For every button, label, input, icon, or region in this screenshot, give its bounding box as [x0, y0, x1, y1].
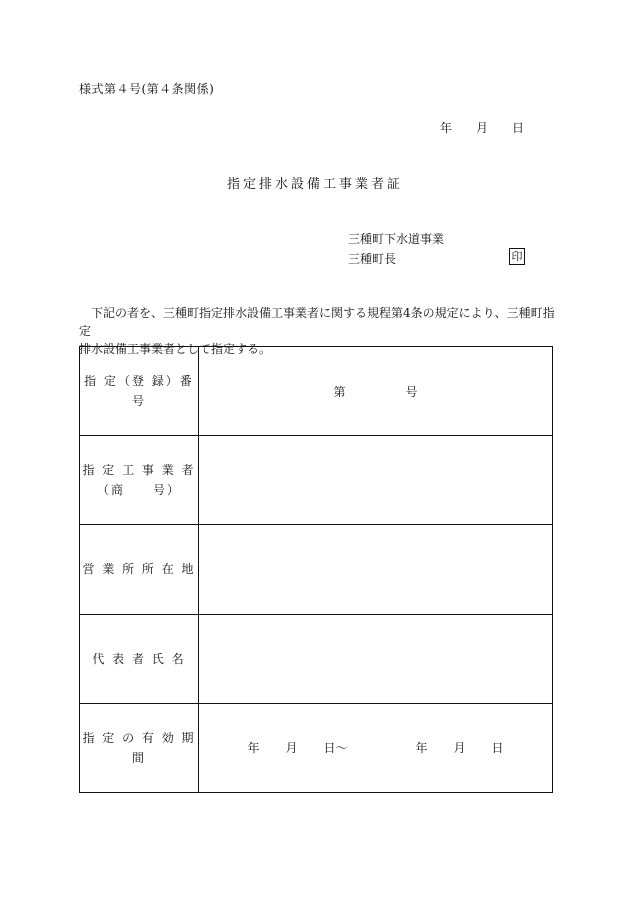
- certificate-table: [79, 346, 553, 793]
- number-prefix: 第: [333, 384, 346, 399]
- row-label-validity-period: 指 定 の 有 効 期 間: [80, 703, 199, 792]
- issuer-name: 三種町長: [348, 252, 397, 266]
- form-number: 様式第４号(第４条関係): [79, 82, 215, 96]
- start-month: 月: [285, 741, 298, 756]
- date-month-label: 月: [476, 121, 489, 135]
- start-day: 日～: [323, 741, 348, 756]
- end-day: 日: [491, 741, 504, 756]
- body-line-1: 下記の者を、三種町指定排水設備工事業者に関する規程第4条の規定により、三種町指定: [79, 306, 555, 338]
- end-year: 年: [415, 741, 428, 756]
- row-label-representative: 代 表 者 氏 名: [80, 614, 199, 703]
- row-label-contractor: [80, 436, 199, 525]
- date-year-label: 年: [440, 121, 453, 135]
- date-day-label: 日: [512, 121, 525, 135]
- start-year: 年: [247, 741, 260, 756]
- table-row: [80, 347, 553, 436]
- validity-period-value: [199, 703, 553, 792]
- row-label-office-address: 営 業 所 所 在 地: [80, 525, 199, 614]
- row-label-registration-number: 指 定（登 録）番 号: [80, 347, 199, 436]
- office-address-value: [199, 525, 553, 614]
- representative-value: [199, 614, 553, 703]
- contractor-label: 指 定 工 事 業 者: [82, 463, 196, 478]
- number-suffix: 号: [405, 384, 418, 399]
- end-month: 月: [453, 741, 466, 756]
- table-row: [80, 614, 553, 703]
- table-row: [80, 703, 553, 792]
- table-row: [80, 436, 553, 525]
- document-title: 指定排水設備工事業者証: [226, 177, 403, 192]
- trade-name-label: （商 号）: [96, 483, 181, 498]
- seal-mark: 印: [509, 248, 525, 265]
- table-row: [80, 525, 553, 614]
- issuer-organization: 三種町下水道事業: [348, 232, 445, 246]
- issue-date: [440, 119, 524, 136]
- contractor-value: [199, 436, 553, 525]
- registration-number-value: [199, 347, 553, 436]
- body-line-2: 排水設備工事業者として指定する。: [79, 342, 272, 356]
